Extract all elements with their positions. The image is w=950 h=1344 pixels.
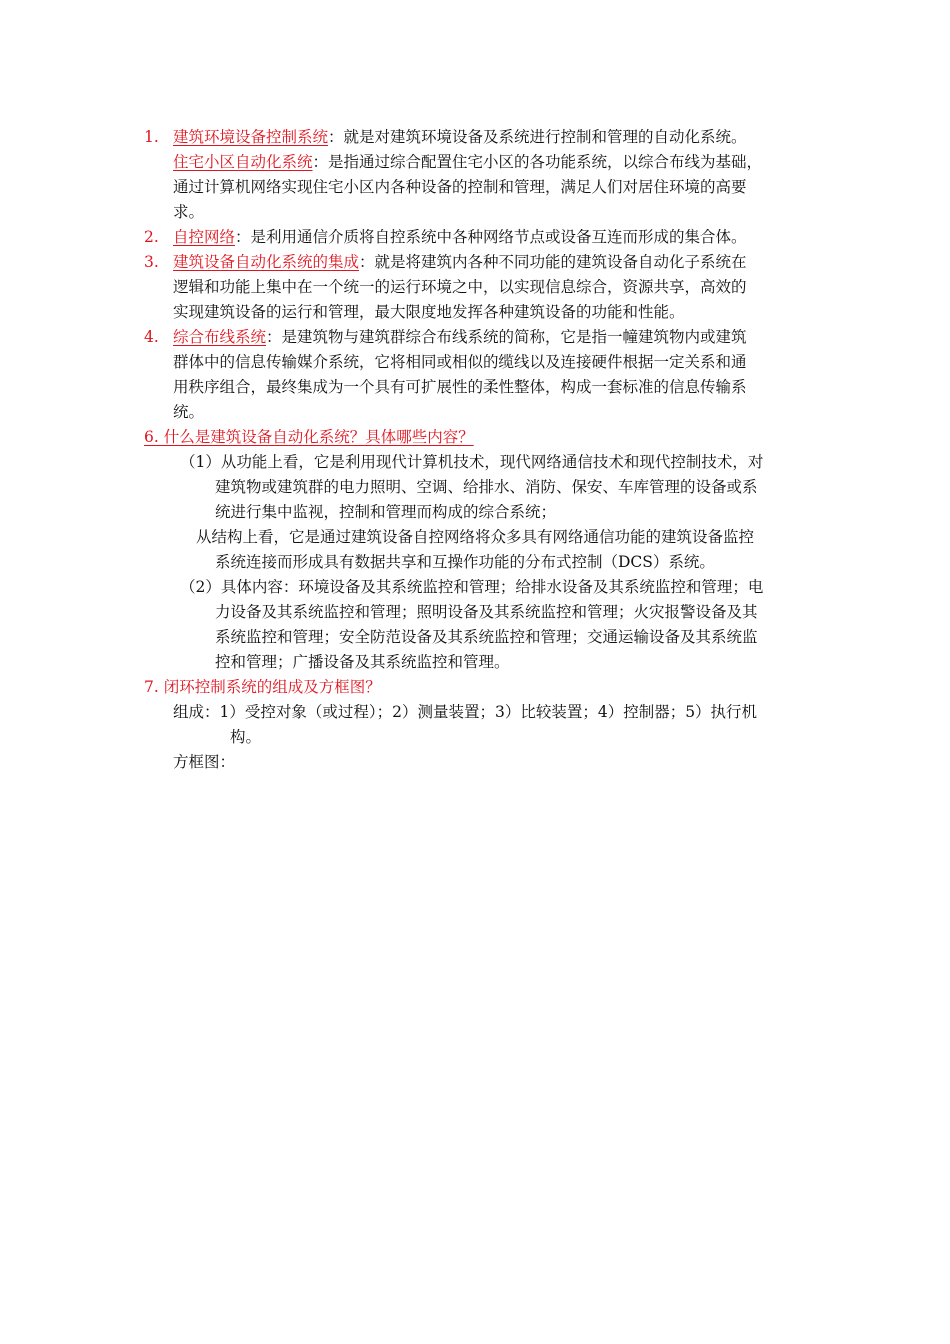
q6-p3-line-1: （2）具体内容：环境设备及其系统监控和管理；给排水设备及其系统监控和管理；电: [180, 578, 764, 596]
item-2-number: 2.: [144, 228, 159, 246]
q6-heading: 6. 什么是建筑设备自动化系统？具体哪些内容？: [144, 428, 474, 446]
item-1b-sep: ：: [312, 153, 329, 171]
item-1b-line-3: 求。: [173, 203, 205, 221]
q7-composition-line-1: 组成：1）受控对象（或过程）；2）测量装置；3）比较装置；4）控制器；5）执行机: [173, 703, 758, 721]
item-3-sep: ：: [359, 253, 375, 271]
q7-diagram-label: 方框图：: [173, 753, 236, 771]
q6-p1-line-3: 统进行集中监视，控制和管理而构成的综合系统；: [215, 503, 557, 521]
item-1b-line-2: 通过计算机网络实现住宅小区内各种设备的控制和管理，满足人们对居住环境的高要: [173, 178, 747, 196]
item-1b-line-1: [173, 150, 762, 175]
q6-p3-line-4: 控和管理；广播设备及其系统监控和管理。: [215, 653, 510, 671]
item-3-term: 建筑设备自动化系统的集成: [173, 253, 360, 271]
item-4-line-2: 群体中的信息传输媒介系统，它将相同或相似的缆线以及连接硬件根据一定关系和通: [173, 353, 747, 371]
q6-p2-line-1: 从结构上看，它是通过建筑设备自控网络将众多具有网络通信功能的建筑设备监控: [196, 528, 755, 546]
item-3-line-3: 实现建筑设备的运行和管理，最大限度地发挥各种建筑设备的功能和性能。: [173, 303, 685, 321]
item-2-sep: ：: [235, 228, 251, 246]
q6-p3-line-2: 力设备及其系统监控和管理；照明设备及其系统监控和管理；火灾报警设备及其: [215, 603, 758, 621]
q6-p2-line-2: 系统连接而形成具有数据共享和互操作功能的分布式控制（DCS）系统。: [215, 553, 715, 571]
item-1-sep: ：: [328, 128, 344, 146]
item-3-text-1: 就是将建筑内各种不同功能的建筑设备自动化子系统在: [374, 253, 747, 271]
item-3-line-1: [173, 250, 747, 275]
item-1-term: 建筑环境设备控制系统: [173, 128, 329, 146]
item-1b-term: 住宅小区自动化系统: [173, 153, 313, 171]
item-4-term: 综合布线系统: [173, 328, 267, 346]
item-2-term: 自控网络: [173, 228, 236, 246]
q7-composition-line-2: 构。: [230, 728, 262, 746]
item-1-text: 就是对建筑环境设备及系统进行控制和管理的自动化系统。: [343, 128, 747, 146]
q6-p1-line-2: 建筑物或建筑群的电力照明、空调、给排水、消防、保安、车库管理的设备或系: [215, 478, 758, 496]
item-2-text: 是利用通信介质将自控系统中各种网络节点或设备互连而形成的集合体。: [250, 228, 747, 246]
item-4-line-3: 用秩序组合，最终集成为一个具有可扩展性的柔性整体，构成一套标准的信息传输系: [173, 378, 747, 396]
item-4-text-1: 是建筑物与建筑群综合布线系统的简称，它是指一幢建筑物内或建筑: [281, 328, 747, 346]
item-4-sep: ：: [266, 328, 282, 346]
item-3-number: 3.: [144, 253, 159, 271]
item-4-line-1: [173, 325, 747, 350]
item-1-number: 1.: [144, 128, 159, 146]
item-2-line-1: [173, 225, 747, 250]
q7-heading: 7. 闭环控制系统的组成及方框图？: [144, 678, 381, 696]
q6-p1-line-1: （1）从功能上看，它是利用现代计算机技术，现代网络通信技术和现代控制技术，对: [180, 453, 764, 471]
item-3-line-2: 逻辑和功能上集中在一个统一的运行环境之中，以实现信息综合，资源共享，高效的: [173, 278, 747, 296]
item-1-line-1: [173, 125, 747, 150]
q6-p3-line-3: 系统监控和管理；安全防范设备及其系统监控和管理；交通运输设备及其系统监: [215, 628, 758, 646]
item-4-number: 4.: [144, 328, 159, 346]
item-1b-text-1: 是指通过综合配置住宅小区的各功能系统，以综合布线为基础，: [328, 153, 763, 171]
item-4-line-4: 统。: [173, 403, 205, 421]
